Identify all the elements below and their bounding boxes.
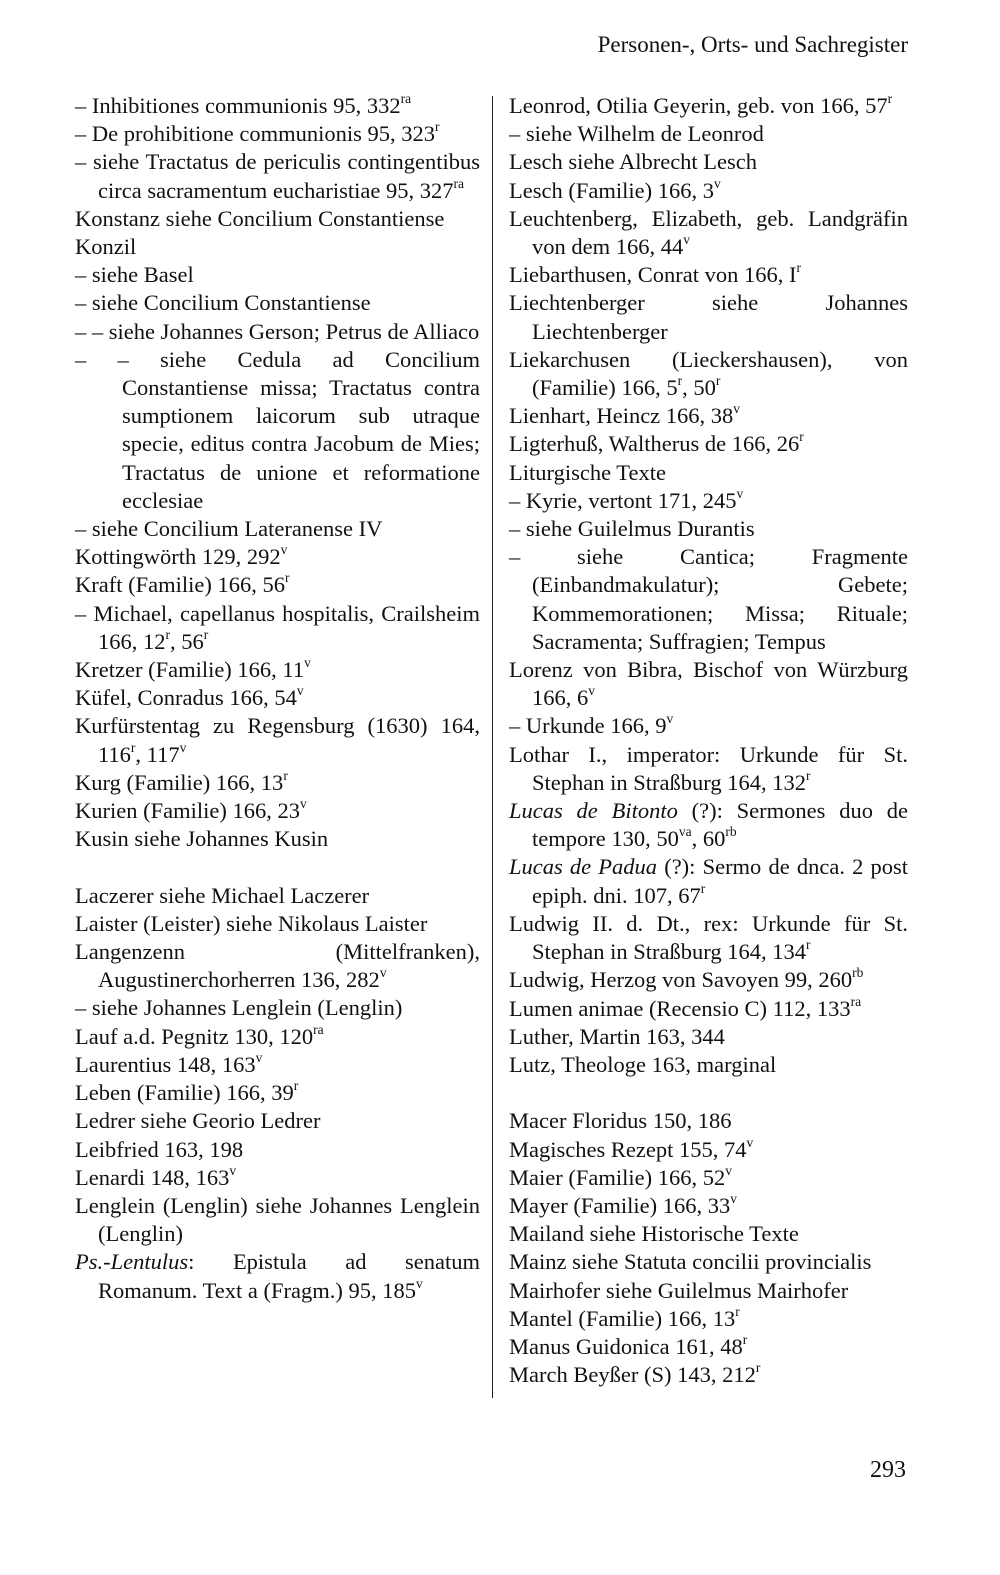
index-entry: [509, 346, 908, 402]
entry-text: – Inhibitiones communionis 95, 332: [75, 93, 401, 118]
index-entry: [509, 148, 908, 176]
entry-text: Laurentius 148, 163: [75, 1051, 256, 1077]
folio-superscript: ra: [850, 993, 862, 1009]
index-subentry: [509, 120, 908, 148]
entry-text: – Urkunde 166, 9: [509, 713, 667, 739]
entry-text: – De prohibitione communionis 95, 323: [75, 121, 435, 147]
entry-text: – – siehe Cedula ad Concilium Constantiense missa; Tractatus contra sumptionem laicorum sub utraque specie, editus contra Jacobum de Mies; Tractatus de unione et reformatione ecclesiae: [75, 346, 480, 513]
index-entry: [509, 205, 908, 261]
folio-superscript: r: [293, 1077, 299, 1093]
folio-superscript: r: [677, 372, 683, 388]
entry-text: Ledrer siehe Georio Ledrer: [75, 1108, 321, 1134]
index-entry: [75, 825, 480, 853]
entry-text: Kretzer (Familie) 166, 11: [75, 657, 305, 683]
index-entry: [509, 92, 908, 120]
index-entry: [75, 1164, 480, 1192]
folio-superscript: v: [255, 1049, 263, 1065]
index-column-right: [509, 92, 908, 1389]
entry-text: Ludwig, Herzog von Savoyen 99, 260: [509, 967, 853, 993]
entry-italic-heading: Lucas de Bitonto: [509, 798, 678, 824]
column-divider: [492, 96, 493, 1398]
index-subentry: [75, 994, 480, 1022]
index-entry: [75, 1023, 480, 1051]
entry-text: Laczerer siehe Michael Laczerer: [75, 882, 370, 908]
entry-text: Mayer (Familie) 166, 33: [509, 1192, 731, 1218]
folio-superscript: r: [284, 570, 290, 586]
index-entry: [509, 1361, 908, 1389]
entry-text: Liechtenberger siehe Johannes Liechtenberger: [509, 290, 908, 344]
entry-text: Leuchtenberg, Elizabeth, geb. Landgräfin von dem 166, 44: [509, 205, 908, 260]
index-entry: [75, 233, 480, 261]
entry-text: – siehe Tractatus de periculis contingentibus circa sacramentum eucharistiae 95, 327: [75, 149, 480, 203]
folio-superscript: v: [304, 654, 311, 670]
folio-superscript: r: [130, 739, 136, 755]
index-entry: [75, 571, 480, 599]
entry-text: Kraft (Familie) 166, 56: [75, 572, 285, 598]
entry-text: : Epistula ad senatum Romanum. Text a (Fragm.) 95, 185: [98, 1249, 480, 1303]
index-entry: [509, 1277, 908, 1305]
entry-text: , 117: [135, 741, 180, 767]
entry-text: – siehe Johannes Lenglein (Lenglin): [75, 995, 403, 1021]
page-number: 293: [870, 1457, 906, 1483]
folio-superscript: va: [678, 824, 692, 840]
index-entry: [75, 1248, 480, 1304]
folio-superscript: r: [715, 372, 721, 388]
index-subentry: [509, 515, 908, 543]
index-subentry: [75, 261, 480, 289]
folio-superscript: r: [735, 1303, 740, 1319]
folio-superscript: r: [742, 1331, 748, 1347]
index-entry: [75, 1136, 480, 1164]
index-entry: [509, 1248, 908, 1276]
folio-superscript: v: [229, 1162, 237, 1178]
folio-superscript: v: [379, 965, 387, 981]
entry-text: – Michael, capellanus hospitalis, Crailsheim 166, 12: [75, 600, 480, 654]
index-entry: [509, 966, 908, 994]
entry-text: Liekarchusen (Lieckershausen), von (Familie) 166, 5: [509, 346, 908, 401]
index-entry: [75, 684, 480, 712]
entry-text: Kurfürstentag zu Regensburg (1630) 164, 116: [75, 713, 480, 767]
folio-superscript: r: [805, 767, 811, 783]
entry-text: Lorenz von Bibra, Bischof von Würzburg 166, 6: [509, 657, 908, 711]
index-entry: [509, 1051, 908, 1079]
entry-text: Magisches Rezept 155, 74: [509, 1136, 747, 1162]
entry-text: , 50: [682, 375, 716, 401]
folio-superscript: rb: [725, 824, 737, 840]
index-subentry: [509, 543, 908, 656]
index-entry: [509, 853, 908, 909]
index-entry: [509, 1023, 908, 1051]
index-entry: [509, 1107, 908, 1135]
index-entry: [509, 459, 908, 487]
entry-text: Kusin siehe Johannes Kusin: [75, 826, 329, 852]
index-entry: [75, 1107, 480, 1135]
folio-superscript: r: [799, 429, 804, 445]
entry-text: , 56: [170, 628, 204, 654]
entry-text: Lumen animae (Recensio C) 112, 133: [509, 995, 851, 1021]
entry-text: Kurien (Familie) 166, 23: [75, 798, 300, 824]
index-subentry: [75, 600, 480, 656]
index-entry: [75, 910, 480, 938]
folio-superscript: rb: [852, 965, 864, 981]
index-entry: [75, 769, 480, 797]
index-entry: [75, 543, 480, 571]
index-subentry: [75, 148, 480, 204]
folio-superscript: r: [203, 626, 209, 642]
index-subentry: [509, 712, 908, 740]
index-entry: [509, 995, 908, 1023]
folio-superscript: ra: [313, 1021, 324, 1037]
entry-text: Manus Guidonica 161, 48: [509, 1333, 743, 1359]
entry-text: Luther, Martin 163, 344: [509, 1023, 725, 1049]
index-subentry: [75, 92, 480, 120]
index-entry: [509, 1136, 908, 1164]
entry-text: Mailand siehe Historische Texte: [509, 1221, 799, 1247]
entry-text: – – siehe Johannes Gerson; Petrus de Alliaco: [75, 318, 480, 344]
index-entry: [75, 712, 480, 768]
index-entry: [75, 1192, 480, 1248]
entry-text: Leonrod, Otilia Geyerin, geb. von 166, 57: [509, 93, 888, 118]
index-entry: [509, 1192, 908, 1220]
index-subentry: [509, 487, 908, 515]
folio-superscript: v: [746, 1134, 754, 1150]
index-entry: [75, 938, 480, 994]
entry-text: Lienhart, Heincz 166, 38: [509, 403, 734, 429]
folio-superscript: r: [755, 1360, 761, 1375]
index-entry: [509, 910, 908, 966]
entry-text: Konstanz siehe Concilium Constantiense: [75, 205, 445, 231]
entry-italic-heading: Ps.-Lentulus: [75, 1249, 189, 1275]
entry-text: – siehe Concilium Lateranense IV: [75, 516, 383, 542]
entry-text: Lesch (Familie) 166, 3: [509, 177, 714, 203]
index-entry: [509, 402, 908, 430]
entry-text: Mainz siehe Statuta concilii provincialis: [509, 1249, 872, 1275]
folio-superscript: r: [796, 260, 801, 276]
entry-text: March Beyßer (S) 143, 212: [509, 1362, 756, 1388]
folio-superscript: r: [283, 767, 288, 783]
folio-superscript: r: [434, 119, 440, 135]
index-entry: [75, 882, 480, 910]
entry-text: Lauf a.d. Pegnitz 130, 120: [75, 1023, 314, 1049]
section-gap: [509, 1079, 908, 1107]
index-entry: [509, 656, 908, 712]
entry-text: Lenardi 148, 163: [75, 1164, 230, 1190]
entry-text: Laister (Leister) siehe Nikolaus Laister: [75, 910, 428, 936]
entry-text: – siehe Cantica; Fragmente (Einbandmakulatur); Gebete; Kommemorationen; Missa; Rituale; Sacramenta; Suffragien; Tempus: [509, 544, 908, 654]
entry-text: Leibfried 163, 198: [75, 1136, 244, 1162]
folio-superscript: v: [683, 231, 690, 247]
index-entry: [509, 1220, 908, 1248]
folio-superscript: v: [588, 683, 595, 699]
index-subentry: [75, 318, 480, 346]
folio-superscript: v: [713, 175, 721, 191]
folio-superscript: v: [415, 1275, 423, 1291]
folio-superscript: v: [296, 683, 304, 699]
entry-text: Lenglein (Lenglin) siehe Johannes Lenglein (Lenglin): [75, 1192, 480, 1247]
section-gap: [75, 853, 480, 881]
entry-text: Lothar I., imperator: Urkunde für St. Stephan in Straßburg 164, 132: [509, 741, 908, 795]
entry-text: – siehe Wilhelm de Leonrod: [509, 121, 764, 147]
entry-text: Kurg (Familie) 166, 13: [75, 769, 284, 795]
folio-superscript: v: [730, 1190, 737, 1206]
index-entry: [75, 1051, 480, 1079]
entry-text: – siehe Concilium Constantiense: [75, 290, 371, 316]
entry-text: Maier (Familie) 166, 52: [509, 1164, 726, 1190]
entry-text: Mantel (Familie) 166, 13: [509, 1305, 736, 1331]
index-entry: [509, 1333, 908, 1361]
folio-superscript: v: [733, 401, 741, 417]
index-entry: [509, 1305, 908, 1333]
index-entry: [75, 656, 480, 684]
folio-superscript: ra: [400, 90, 412, 106]
entry-text: (?): Sermones duo de tempore 130, 50: [532, 798, 908, 852]
index-subentry: [75, 346, 480, 515]
entry-text: Macer Floridus 150, 186: [509, 1108, 732, 1134]
index-entry: [509, 797, 908, 853]
folio-superscript: v: [666, 711, 674, 727]
entry-text: Konzil: [75, 234, 137, 260]
folio-superscript: v: [179, 739, 187, 755]
entry-text: (?): Sermo de dnca. 2 post epiph. dni. 107, 67: [532, 854, 908, 908]
folio-superscript: r: [700, 880, 706, 896]
index-entry: [509, 430, 908, 458]
entry-text: Lesch siehe Albrecht Lesch: [509, 149, 758, 175]
index-entry: [75, 1079, 480, 1107]
folio-superscript: ra: [453, 175, 464, 191]
entry-text: Liturgische Texte: [509, 459, 666, 485]
index-column-left: [75, 92, 480, 1305]
entry-text: Ligterhuß, Waltherus de 166, 26: [509, 431, 800, 457]
index-entry: [509, 289, 908, 345]
folio-superscript: v: [280, 542, 288, 558]
folio-superscript: r: [805, 936, 811, 952]
entry-text: Kottingwörth 129, 292: [75, 544, 281, 570]
index-subentry: [75, 289, 480, 317]
folio-superscript: r: [887, 90, 893, 106]
index-entry: [509, 177, 908, 205]
entry-text: – Kyrie, vertont 171, 245: [509, 487, 737, 513]
folio-superscript: v: [725, 1162, 732, 1178]
entry-text: Lutz, Theologe 163, marginal: [509, 1051, 777, 1077]
entry-text: Küfel, Conradus 166, 54: [75, 685, 297, 711]
index-entry: [75, 205, 480, 233]
entry-italic-heading: Lucas de Padua: [509, 854, 658, 880]
folio-superscript: v: [299, 795, 307, 811]
index-entry: [509, 741, 908, 797]
entry-text: Liebarthusen, Conrat von 166, I: [509, 262, 797, 288]
running-head: Personen-, Orts- und Sachregister: [597, 32, 908, 57]
folio-superscript: v: [736, 485, 744, 501]
index-entry: [509, 261, 908, 289]
index-subentry: [75, 120, 480, 148]
entry-text: Ludwig II. d. Dt., rex: Urkunde für St. Stephan in Straßburg 164, 134: [509, 910, 908, 965]
entry-text: , 60: [691, 826, 726, 852]
index-entry: [509, 1164, 908, 1192]
index-entry: [75, 797, 480, 825]
entry-text: Mairhofer siehe Guilelmus Mairhofer: [509, 1277, 849, 1303]
entry-text: – siehe Basel: [75, 262, 194, 288]
folio-superscript: r: [165, 626, 170, 642]
index-subentry: [75, 515, 480, 543]
entry-text: – siehe Guilelmus Durantis: [509, 516, 755, 542]
entry-text: Langenzenn (Mittelfranken), Augustinerchorherren 136, 282: [75, 939, 480, 993]
entry-text: Leben (Familie) 166, 39: [75, 1080, 294, 1106]
